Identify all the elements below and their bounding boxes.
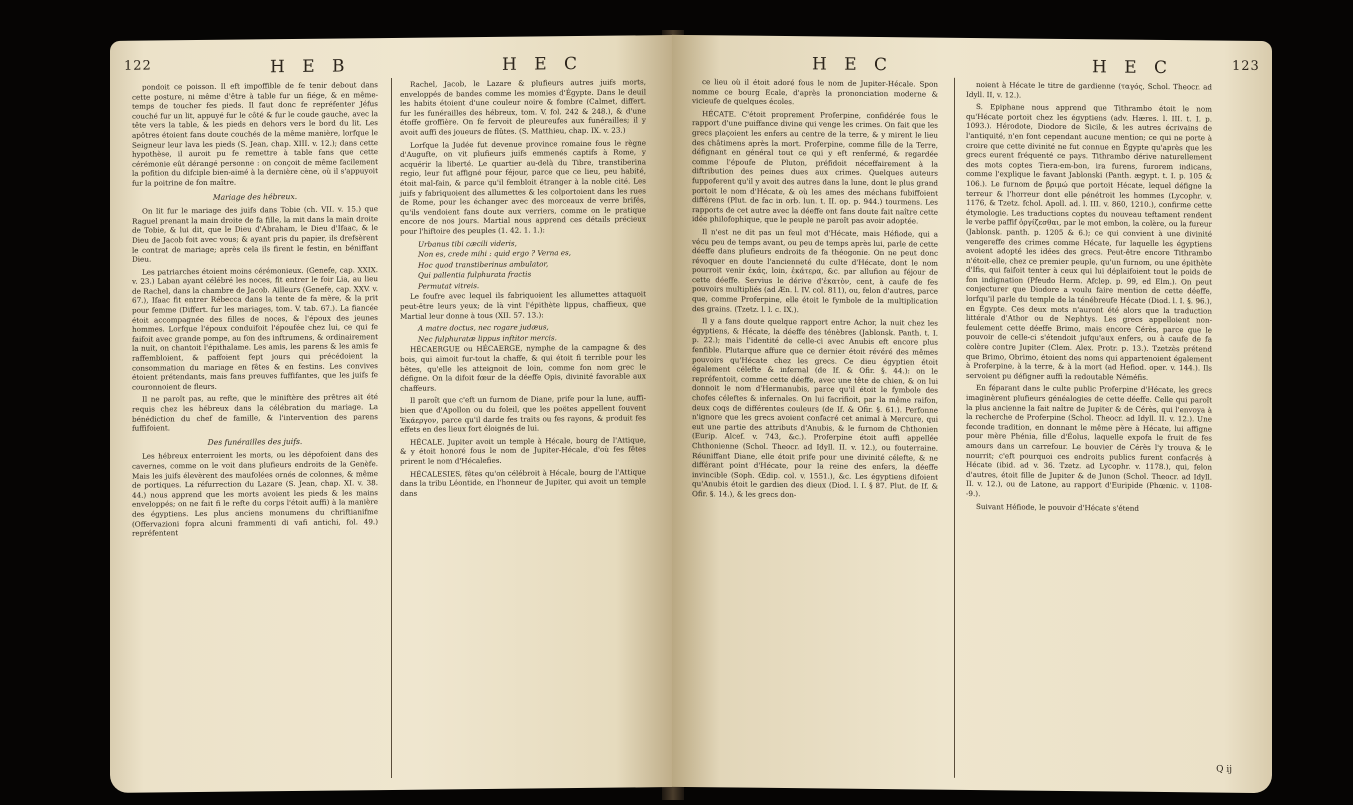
right-column-2 (966, 80, 1212, 517)
left-page (110, 35, 672, 793)
paragraph: HÉCAERGUE ou HÉCAERGE, nymphe de la campagne & des bois, qui aimoit fur-tout la chaffe, & qui étoit fi terrible pour les bêtes, qu'elle les atteignoit de loin, comme fon nom grec le défigne. On la difoit fœur de la déeffe Opis, divinité favorable aux chaffeurs. (400, 342, 646, 393)
verse-line: Urbanus tibi cæcili videris, (418, 238, 517, 249)
paragraph: Il n'est ne dit pas un feul mot d'Hécate, mais Héfiode, qui a vécu peu de temps avant, ou peu de temps après lui, parle de cette déeffe dans plufieurs endroits de fa théogonie. On ne peut donc révoquer en doute l'ancienneté du culte d'Hécate, dont le nom pourroit venir ἑκάς, loin, ἑκάτερα, &c. par allufion au féjour de cette déeffe. Servius le dérive d'ἑκατὸν, cent, à caufe de fes pouvoirs multipliés (ad Æn. l. IV. col. 811), ou, felon d'autres, parce que, comme Proferpine, elle étoit le fymbole de la multiplication des grains. (Tzetz. l. l. c. IX.). (692, 227, 938, 314)
paragraph: Il ne paroît pas, au refte, que le miniftère des prêtres ait été requis chez les hébreux dans la célébration du mariage. La bénédiction du chef de famille, & l'intervention des parens fuffifoient. (132, 392, 378, 433)
paragraph: Suivant Héfiode, le pouvoir d'Hécate s'étend (976, 501, 1139, 513)
column-rule-right (954, 78, 955, 778)
verse-line: Qui pallentia fulphurata fractis (418, 269, 532, 280)
right-headword-right: H E C (1092, 57, 1174, 79)
paragraph: HÉCALESIES, fêtes qu'on célébroit à Hécale, bourg de l'Attique dans la tribu Léontide, en l'honneur de Jupiter, qui avoit un temple dans (400, 466, 646, 498)
paragraph: HÉCATE. C'étoit proprement Proferpine, confidérée fous le rapport d'une puiffance divine qui venge les crimes. On fait que les grecs plaçoient les enfers au centre de la terre, & y mirent le lieu des châtimens après la mort. Proferpine, comme fille de la Terre, défignant en général tout ce qui y eft renfermé, & regardée comme l'époufe de Pluton, préfidoit néceffairement à la diftribution des peines dues aux crimes. Quelques auteurs fuppoferent qu'il y avoit des autres dans la lune, dont le plus grand portoit le nom d'Hécate, & où les ames des méchans fubiffoient différens (Plut. de fac in orb. lun. t. II. op. p. 944.) tourmens. Les rapports de cet autre avec la déeffe ont fans doute fait naître cette idée philofophique, que le peuple ne paroît pas avoir adoptée. (692, 108, 938, 226)
paragraph: pondoit ce poisson. Il eft impoffible de fe tenir debout dans cette posture, ni même d'être à table fur un fiége, & en même-temps de toucher fes pieds. Il faut donc fe repréfenter Jéfus couché fur un lit, appuyé fur le côté & fur le coude gauche, avec la tête vers la table, & les pieds en dehors vers le bord du lit. Les apôtres étoient fans doute couchés de la même manière, lorfque le Seigneur leur lava les pieds (S. Jean, chap. XIII. v. 12.); dans cette hypothèse, il auroit pu fe remettre à table fans que cette cérémonie eût dérangé personne : on conçoit de même facilement la pofition du difciple bien-aimé à la dernière cène, où il s'appuyoit fur la poitrine de fon maître. (132, 80, 378, 188)
left-column-2 (400, 77, 646, 501)
verse-line: Hoc quod transtiberinus ambulator, (418, 259, 549, 270)
right-headword-left: H E C (812, 54, 894, 76)
left-column-1 (132, 80, 378, 541)
paragraph: Le foufre avec lequel ils fabriquoient les allumettes attaquoit peut-être leurs yeux; de là vint l'épithète lippus, chaffieux, que Martial leur donne à tous (XII. 57. 13.): (400, 289, 646, 321)
verse-line: Nec fulphuratæ lippus inftitor mercis. (418, 333, 557, 344)
paragraph: HÉCALE. Jupiter avoit un temple à Hécale, bourg de l'Attique, & y étoit honoré fous le nom de Jupiter-Hécale, d'où fes fêtes prirent le nom d'Hécalefies. (400, 435, 646, 466)
paragraph: ce lieu où il étoit adoré fous le nom de Jupiter-Hécale. Spon nomme ce bourg Ecale, d'après la prononciation moderne & vicieufe de quelques écoles. (692, 77, 938, 107)
left-headword-center: H E C (502, 53, 584, 75)
left-page-number: 122 (124, 58, 152, 74)
right-page-number: 123 (1232, 58, 1260, 75)
section-heading: Des funérailles des juifs. (207, 436, 303, 447)
verse-line: A matre doctus, nec rogare judæus, (418, 322, 549, 333)
column-rule-left (391, 78, 392, 778)
paragraph: S. Epiphane nous apprend que Tithrambo étoit le nom qu'Hécate portoit chez les égyptiens (adv. Hæres. l. III. t. I. p. 1093.). Hérodote, Diodore de Sicile, & les autres écrivains de l'antiquité, n'en font cependant aucune mention; ce qui ne porte à croire que cette divinité ne fut connue en Égypte qu'après que les grecs eurent fréquenté ce pays. Tithrambo dérive naturellement des mots coptes Tiera-em-bon, ira furens, furorem indicans, comme l'explique le favant Jablonski (Panth. ægypt. t. I. p. 105 & 106.). Le furnom de βριμώ que portoit Hécate, lequel défigne la terreur & l'horreur dont elle pénétroit les hommes (Lycophr. v. 1176, & Tzetz. fchol. Apoll. ad. l. III. v. 860, 1210.), confirme cette étymologie. Les traductions coptes du nouveau teftament rendent le verbe paffif ὀργίζεσθαι, par le mot embon, la colère, ou la fureur (Jablonsk. panth. p. 1205 & 6.); ce qui convient à une divinité vengereffe des crimes comme Hécate, fur laquelle les égyptiens avoient adopté les idées des grecs. Peut-être encore Tithrambo n'étoit-elle, chez ce premier peuple, qu'un furnom, ou une épithète d'Ifis, qui faifoit tenter à ceux qui lui déplaifoient tout le poids de fon indignation (Pfeudo Herm. Afclep. p. 99, ed Elm.). On peut conjecturer que Diodore a voulu faire mention de cette déeffe, lorfqu'il parle du temple de la ténébreufe Hécate (Diod. l. I. §. 96.), en Égypte. Ces deux mots n'auront été alors que la traduction littérale d'Athor ou de Nephtys. Les grecs appelloient non-feulement cette déeffe Brimo, mais encore Cérès, parce que le pouvoir de celle-ci s'étendoit jufqu'aux enfers, ou à caufe de fa colère contre Jupiter (Clem. Alex. Protr. p. 13.). Tzetzès prétend que Brimo, Obrimo, étoient des noms qui appartenoient également à Proferpine, à la terre, & à la mort (ad Hefiod. oper. v. 144.). Ils servoient pu défigner auffi la redoutable Néméfis. (966, 102, 1212, 382)
paragraph: En féparant dans le culte public Proferpine d'Hécate, les grecs imaginèrent plufieurs généalogies de cette déeffe. Celle qui paroît la plus ancienne la fait naître de Jupiter & de Cérès, qui l'envoya à la recherche de Proferpine (Schol. Theocr. ad Idyll. II. v. 12.). Une feconde tradition, en donnant le même père à Hécate, lui affigne pour mère Phénia, fille d'Éolus, laquelle expofa le fruit de fes amours dans un carrefour. Le bouvier de Cérès l'y trouva & le nourrit; c'eft pourquoi ces endroits publics furent confacrés à Hécate (ibid. ad v. 36. Tzetz. ad Lycophr. v. 1178.), qui, felon d'autres, étoit fille de Jupiter & de Junon (Schol. Theocr. ad Idyll. II. v. 12.), ou de Latone, au rapport d'Euripide (Phœnic. v. 1108--9.). (966, 383, 1212, 499)
right-column-1 (692, 77, 938, 504)
paragraph: Il paroît que c'eft un furnom de Diane, prife pour la lune, auffi-bien que d'Apollon ou du foleil, que les poëtes appellent fouvent Ἑκάεργον, parce qu'il darde fes traits ou fes rayons, & produit fes effets en des lieux fort éloignés de lui. (400, 393, 646, 435)
paragraph: Il y a fans doute quelque rapport entre Achor, la nuit chez les égyptiens, & Hécate, la déeffe des ténèbres (Jablonsk. Panth. t. I. p. 22.); mais l'identité de celle-ci avec Anubis eft encore plus fenfible. Plutarque affure que ce dernier étoit révéré des mêmes pouvoirs qu'Hécate chez les grecs. Ce dieu égyptien étoit également célefte & infernal (de If. & Ofir. §. 44.): on le repréfentoit, comme cette déeffe, avec une tête de chien, & on lui donnoit le nom d'Hermanubis, parce qu'il étoit le fymbole des chofes céleftes & infernales. On lui facrifioit, par la même raifon, deux coqs de différentes couleurs (de If. & Ofir. §. 61.). Perfonne n'ignore que les grecs avoient confacré cet animal à Mercure, qui eut une partie des attributs d'Anubis, & le furnom de Chthonien (Eurip. Alcef. v. 743, &c.). Proferpine étoit auffi appellée Chthonienne (Schol. Theocr. ad Idyll. II. v. 12.), ou fouterraine. Réuniffant Diane, elle étoit prife pour une divinité célefte, & ne différant point d'Hécate, pour la reine des enfers, la déeffe invincible (Soph. Œdip. col. v. 1551.), &c. Les égyptiens difoient qu'Anubis étoit le gardien des dieux (Diod. l. I. § 87. Plut. de If. & Ofir. §. 14.), & les grecs don- (692, 316, 938, 500)
section-heading: Mariage des hébreux. (212, 191, 298, 202)
paragraph: On lit fur le mariage des juifs dans Tobie (ch. VII. v. 15.) que Raguel prenant la main droite de fa fille, la mit dans la main droite de Tobie, & lui dit, que le Dieu d'Abraham, le Dieu d'Ifaac, & le Dieu de Jacob foit avec vous; & ayant pris du papier, ils drefsèrent le contrat de mariage; après cela ils firent le festin, en béniffant Dieu. (132, 204, 378, 264)
paragraph: Les patriarches étoient moins cérémonieux. (Genefe, cap. XXIX. v. 23.) Laban ayant célébré les noces, fit entrer le foir Lia, au lieu de Rachel, dans la chambre de Jacob. Ailleurs (Genefe, cap. XXV. v. 67.), Ifaac fit entrer Rébecca dans la tente de fa mère, & la prit pour femme (Differt. fur les mariages, tom. V. tab. 67.). La fiancée étoit accompagnée des filles de noces, & l'époux des jeunes hommes. Lorfque l'époux conduifoit l'époufée chez lui, ce qui fe faifoit avec grande pompe, au fon des inftrumens, & ordinairement la nuit, on chantoit l'épithalame. Les amis, les parens & les amis fe raffembloient, & paffoient fept jours qui précédoient la consommation du mariage en fêtes & en festins. Les convives étoient prétendants, mais fans preuves fuffifantes, que les juifs fe couronnoient de fleurs. (132, 264, 378, 392)
verse-line: Non es, crede mihi : quid ergo ? Verna es, (418, 248, 572, 259)
right-page (672, 35, 1272, 793)
verse-line: Permutat vitreis. (418, 280, 480, 291)
paragraph: Lorfque la Judée fut devenue province romaine fous le règne d'Augufte, on vit plufieurs juifs emmenés captifs à Rome, y acquérir la liberté. Le quartier au-delà du Tibre, transtiberina regio, leur fut affigné pour féjour, parce que ce lieu, peu habité, étoit mal-fain, & parce qu'il fembloit étranger à la noble cité. Les juifs y fabriquoient des allumettes & les colportoient dans les rues de Rome, pour les échanger avec des morceaux de verre brifés, qu'ils vendoient fans doute aux verriers, comme on le pratique encore de nos jours. Martial nous apprend ces détails précieux pour l'hiftoire des peuples (1. 42. 1. 1.): (400, 137, 646, 236)
paragraph: Les hébreux enterroient les morts, ou les dépofoient dans des cavernes, comme on le voit dans plufieurs endroits de la Genèfe. Mais les juifs élevèrent des maufolées ornés de colonnes, & même de portiques. La réfurrection du Lazare (S. Jean, chap. XI. v. 38. 44.) nous apprend que les morts avoient les pieds & les mains enveloppés; on ne fait fi le refte du corps l'étoit auffi) à la manière des égyptiens. Les plus anciens monumens du chriftianifme (Offervazioni fopra alcuni frammenti di vafi antichi, fol. 49.) repréfentent (132, 449, 378, 538)
signature-mark: Q ij (1216, 764, 1232, 775)
paragraph: Rachel, Jacob, le Lazare & plufieurs autres juifs morts, enveloppés de bandes comme les momies d'Égypte. Dans le deuil les habits étoient d'une couleur noire & fombre (Calmet, differt. fur les funérailles des hébreux, tom. V. fol. 242 & 248.), & d'une étoffe groffière. On fe fervoit de pleureufes aux funérailles; il y avoit auffi des joueurs de flûtes. (S. Matthieu, chap. IX. v. 23.) (400, 77, 646, 137)
paragraph: noient à Hécate le titre de gardienne (ταγός, Schol. Theocr. ad Idyll. II, v. 12.). (966, 80, 1212, 100)
left-headword-left: H E B (270, 56, 351, 78)
